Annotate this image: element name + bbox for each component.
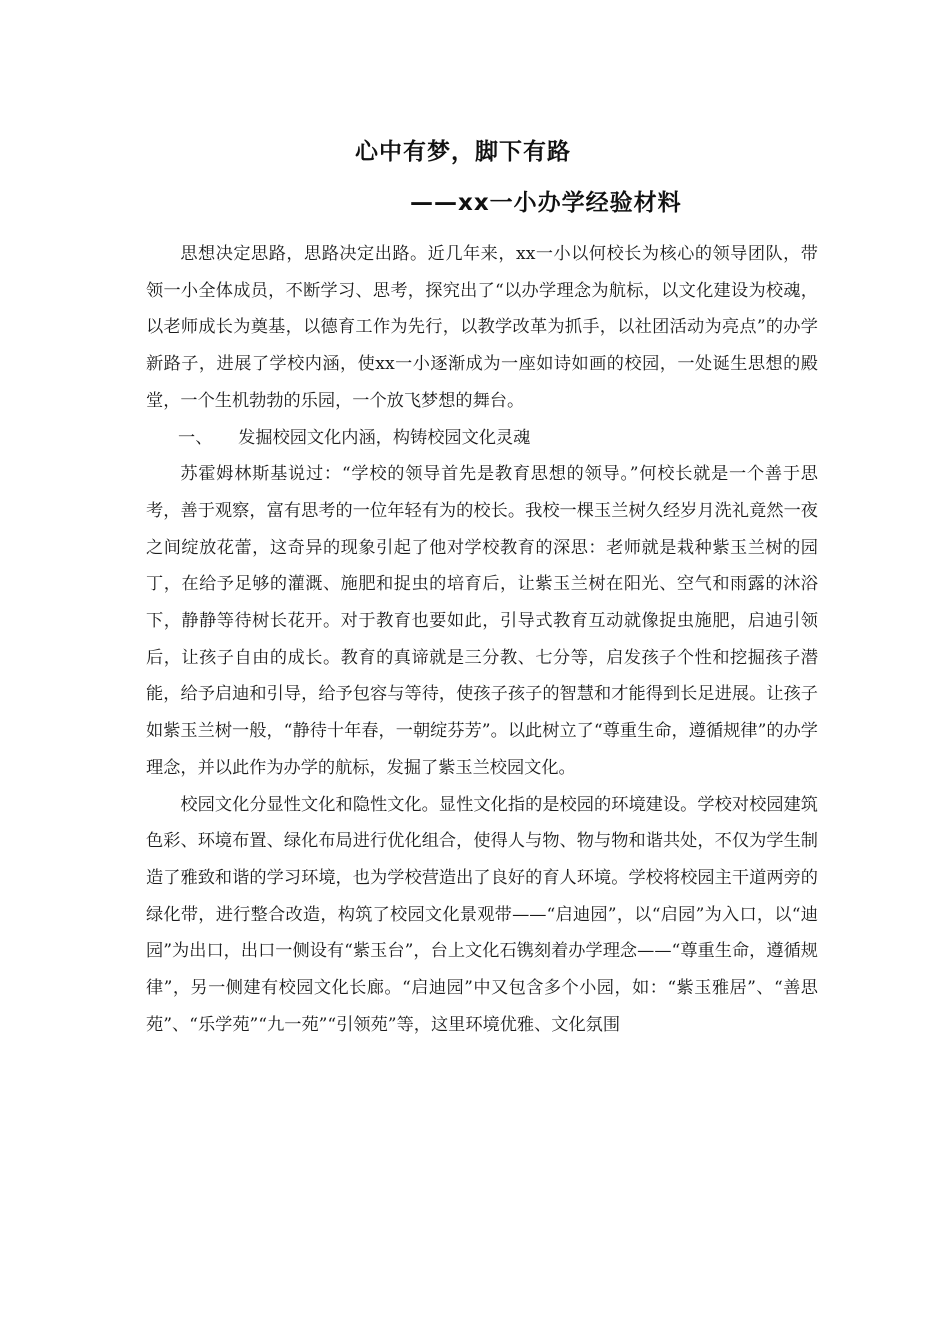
- document-body: [146, 236, 818, 1043]
- paragraph-philosophy: 苏霍姆林斯基说过：“学校的领导首先是教育思想的领导。”何校长就是一个善于思考，善于观察，富有思考的一位年轻有为的校长。我校一棵玉兰树久经岁月洗礼竟然一夜之间绽放花蕾，这奇异的现象引起了他对学校教育的深思：老师就是栽种紫玉兰树的园丁，在给予足够的灌溉、施肥和捉虫的培育后，让紫玉兰树在阳光、空气和雨露的沐浴下，静静等待树长花开。对于教育也要如此，引导式教育互动就像捉虫施肥，启迪引领后，让孩子自由的成长。教育的真谛就是三分教、七分等，启发孩子个性和挖掘孩子潜能，给予启迪和引导，给予包容与等待，使孩子孩子的智慧和才能得到长足进展。让孩子如紫玉兰树一般，“静待十年春，一朝绽芬芳”。以此树立了“尊重生命，遵循规律”的办学理念，并以此作为办学的航标，发掘了紫玉兰校园文化。: [146, 464, 818, 778]
- document-title: 心中有梦，脚下有路: [355, 139, 571, 165]
- document-subtitle: ——xx一小办学经验材料: [410, 190, 682, 216]
- paragraph-campus-culture: 校园文化分显性文化和隐性文化。显性文化指的是校园的环境建设。学校对校园建筑色彩、环境布置、绿化布局进行优化组合，使得人与物、物与物和谐共处，不仅为学生制造了雅致和谐的学习环境，也为学校营造出了良好的育人环境。学校将校园主干道两旁的绿化带，进行整合改造，构筑了校园文化景观带——“启迪园”，以“启园”为入口，以“迪园”为出口，出口一侧设有“紫玉台”，台上文化石镌刻着办学理念——“尊重生命，遵循规律”，另一侧建有校园文化长廊。“启迪园”中又包含多个小园，如：“紫玉雅居”、“善思苑”、“乐学苑”“九一苑”“引领苑”等，这里环境优雅、文化氛围: [146, 794, 818, 1035]
- section-heading: 一、 发掘校园文化内涵，构铸校园文化灵魂: [178, 427, 531, 448]
- paragraph-intro: 思想决定思路，思路决定出路。近几年来，xx一小以何校长为核心的领导团队，带领一小全体成员，不断学习、思考，探究出了“以办学理念为航标，以文化建设为校魂，以老师成长为奠基，以德育工作为先行，以教学改革为抓手，以社团活动为亮点”的办学新路子，进展了学校内涵，使xx一小逐渐成为一座如诗如画的校园，一处诞生思想的殿堂，一个生机勃勃的乐园，一个放飞梦想的舞台。: [146, 244, 818, 411]
